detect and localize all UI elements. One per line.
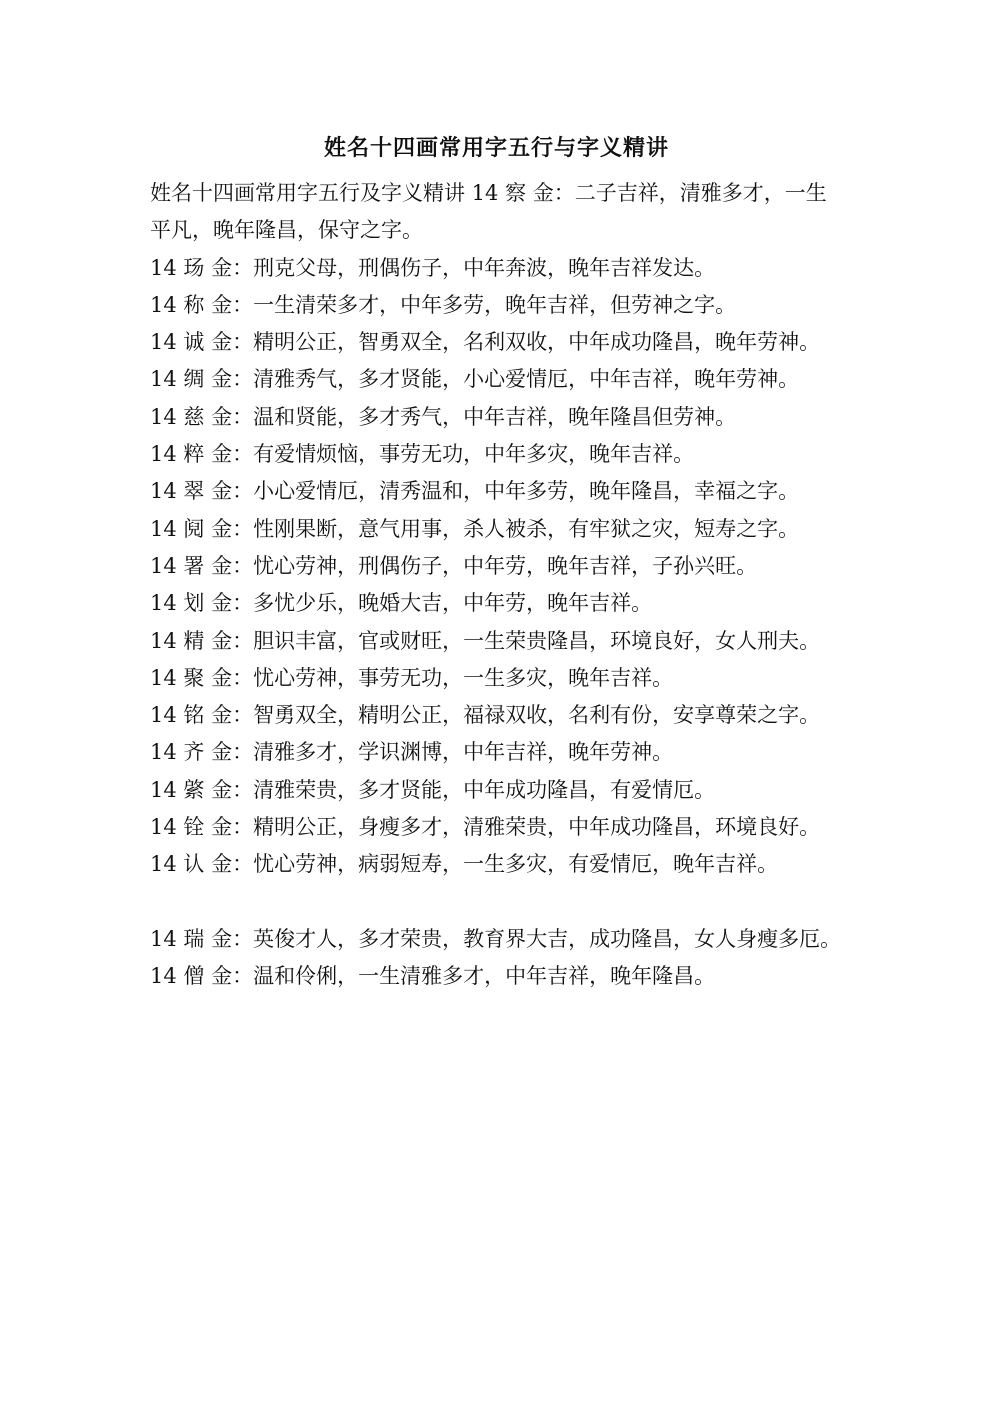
paragraph: 14 署 金：忧心劳神，刑偶伤子，中年劳，晚年吉祥，子孙兴旺。 bbox=[150, 553, 758, 578]
paragraph: 14 铨 金：精明公正，身瘦多才，清雅荣贵，中年成功隆昌，环境良好。 bbox=[150, 815, 821, 840]
paragraph: 14 阋 金：性刚果断，意气用事，杀人被杀，有牢狱之灾，短寿之字。 bbox=[150, 516, 800, 541]
paragraph: 姓名十四画常用字五行及字义精讲 14 察 金：二子吉祥，清雅多才，一生平凡，晚年隆昌，保守之字。 bbox=[150, 181, 827, 243]
paragraph: 14 齐 金：清雅多才，学识渊博，中年吉祥，晚年劳神。 bbox=[150, 740, 674, 765]
paragraph: 14 划 金：多忧少乐，晚婚大吉，中年劳，晚年吉祥。 bbox=[150, 591, 653, 616]
paragraph: 14 绸 金：清雅秀气，多才贤能，小心爱情厄，中年吉祥，晚年劳神。 bbox=[150, 367, 800, 392]
paragraph: 14 玚 金：刑克父母，刑偶伤子，中年奔波，晚年吉祥发达。 bbox=[150, 255, 716, 280]
document-title: 姓名十四画常用字五行与字义精讲 bbox=[323, 135, 669, 161]
paragraph: 14 綮 金：清雅荣贵，多才贤能，中年成功隆昌，有爱情厄。 bbox=[150, 777, 716, 802]
paragraph: 14 称 金：一生清荣多才，中年多劳，晚年吉祥，但劳神之字。 bbox=[150, 292, 737, 317]
blank-line bbox=[150, 884, 845, 921]
paragraph: 14 精 金：胆识丰富，官或财旺，一生荣贵隆昌，环境良好，女人刑夫。 bbox=[150, 628, 821, 653]
paragraph: 14 聚 金：忧心劳神，事劳无功，一生多灾，晚年吉祥。 bbox=[150, 665, 674, 690]
paragraph: 14 翠 金：小心爱情厄，清秀温和，中年多劳，晚年隆昌，幸福之字。 bbox=[150, 479, 800, 504]
paragraph: 14 瑞 金：英俊才人，多才荣贵，教育界大吉，成功隆昌，女人身瘦多厄。 bbox=[150, 926, 842, 951]
paragraph: 14 认 金：忧心劳神，病弱短寿，一生多灾，有爱情厄，晚年吉祥。 bbox=[150, 852, 779, 877]
paragraph: 14 诚 金：精明公正，智勇双全，名利双收，中年成功隆昌，晚年劳神。 bbox=[150, 330, 821, 355]
paragraph: 14 僧 金：温和伶俐，一生清雅多才，中年吉祥，晚年隆昌。 bbox=[150, 964, 716, 989]
paragraph: 14 粹 金：有爱情烦恼，事劳无功，中年多灾，晚年吉祥。 bbox=[150, 442, 695, 467]
paragraph: 14 慈 金：温和贤能，多才秀气，中年吉祥，晚年隆昌但劳神。 bbox=[150, 404, 737, 429]
paragraph: 14 铭 金：智勇双全，精明公正，福禄双收，名利有份，安享尊荣之字。 bbox=[150, 703, 821, 728]
document-body bbox=[150, 175, 845, 996]
